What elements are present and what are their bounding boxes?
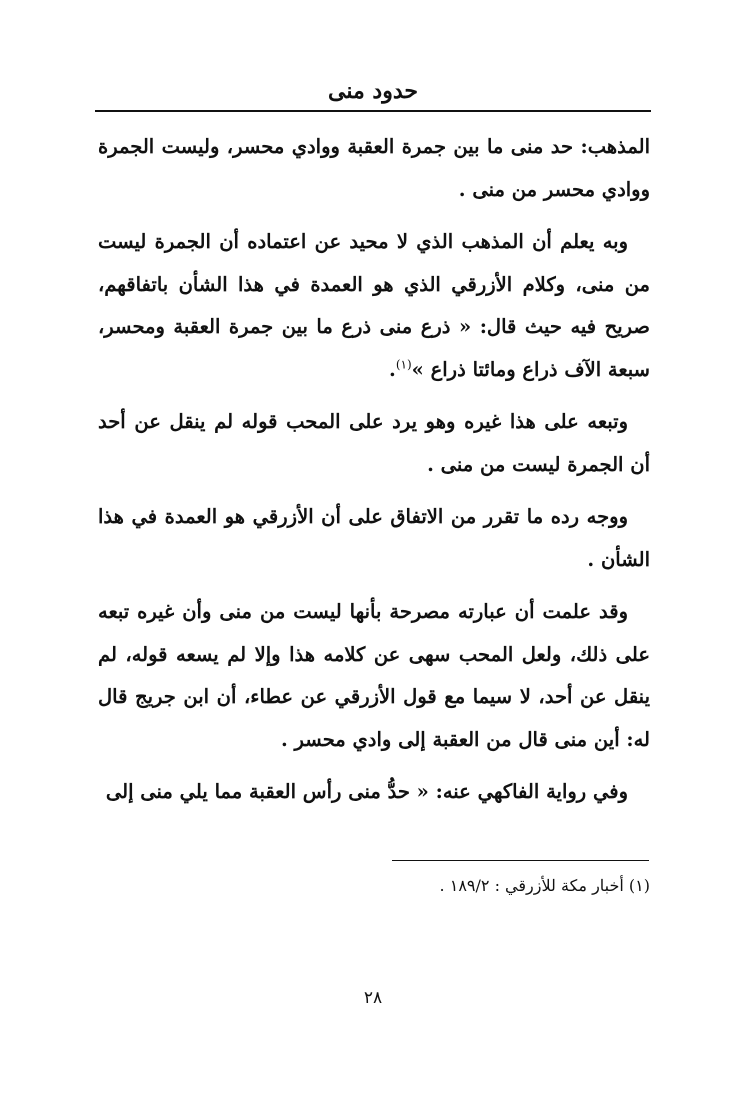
- paragraph-text: وفي رواية الفاكهي عنه: « حدُّ منى رأس العقبة مما يلي منى إلى: [105, 780, 628, 803]
- paragraph-text: وبه يعلم أن المذهب الذي لا محيد عن اعتماده أن الجمرة ليست من منى، وكلام الأزرقي الذي هو العمدة في هذا الشأن باتفاقهم، صريح فيه حيث قال: « ذرع منى ذرع ما بين جمرة العقبة ومحسر، سبعة الآف ذراع ومائتا ذراع »: [98, 230, 650, 381]
- footnote-reference[interactable]: (١): [395, 357, 412, 371]
- footnote-rule: [392, 860, 649, 861]
- paragraph-6: [98, 771, 650, 814]
- page-number: ٢٨: [363, 988, 383, 1008]
- paragraph-3: [98, 401, 650, 486]
- paragraph-text: وقد علمت أن عبارته مصرحة بأنها ليست من منى وأن غيره تبعه على ذلك، ولعل المحب سهى عن كلامه هذا وإلا لم يسعه قوله، لم ينقل عن أحد، لا سيما مع قول الأزرقي عن عطاء، أن ابن جريج قال له: أين منى قال من العقبة إلى وادي محسر .: [98, 600, 650, 751]
- running-header: حدود منى: [328, 78, 418, 104]
- paragraph-5: [98, 591, 650, 761]
- footnote: (١) أخبار مكة للأزرقي : ١٨٩/٢ .: [439, 876, 650, 895]
- header-rule: [95, 110, 651, 112]
- paragraph-text: حد منى ما بين جمرة العقبة ووادي محسر، وليست الجمرة ووادي محسر من منى .: [98, 135, 650, 201]
- paragraph-tail: .: [389, 357, 396, 381]
- body-text: [98, 126, 650, 814]
- paragraph-2: [98, 221, 650, 391]
- paragraph-text: وتبعه على هذا غيره وهو يرد على المحب قوله لم ينقل عن أحد أن الجمرة ليست من منى .: [98, 410, 650, 476]
- paragraph-4: [98, 496, 650, 581]
- paragraph-1: [98, 126, 650, 211]
- paragraph-text: ووجه رده ما تقرر من الاتفاق على أن الأزرقي هو العمدة في هذا الشأن .: [98, 505, 650, 571]
- paragraph-term: المذهب:: [580, 135, 650, 158]
